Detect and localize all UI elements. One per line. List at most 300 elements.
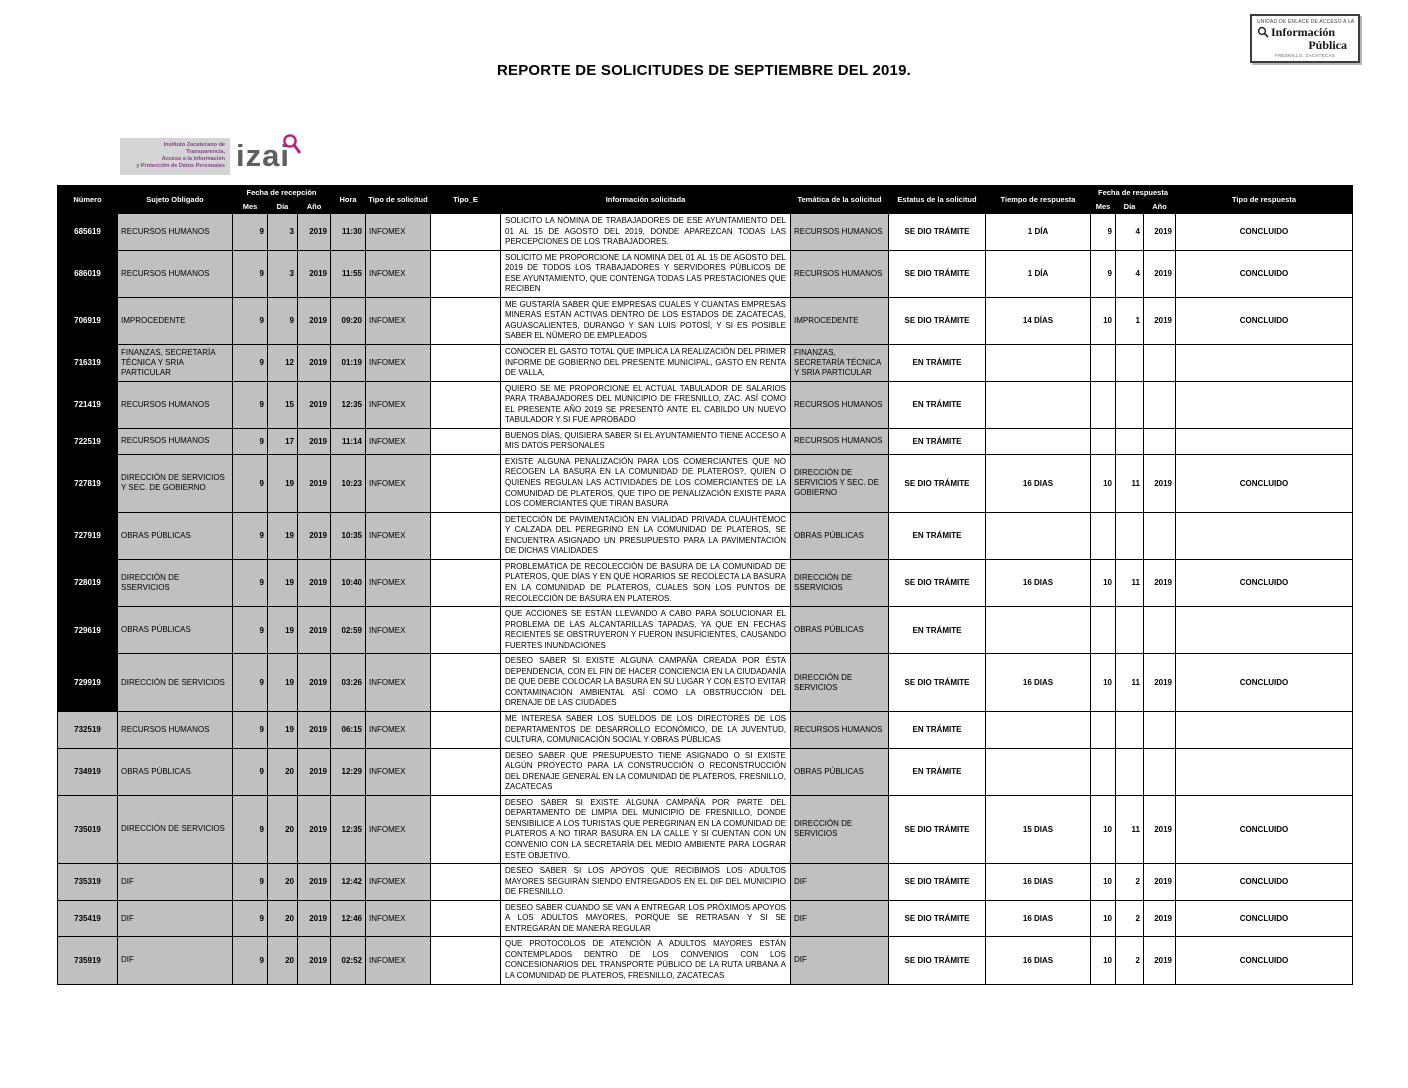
cell-estatus: SE DIO TRÁMITE — [889, 297, 986, 344]
cell-sujeto: OBRAS PÚBLICAS — [118, 607, 233, 654]
cell-sujeto: OBRAS PÚBLICAS — [118, 748, 233, 795]
cell-respuesta-mes — [1091, 607, 1116, 654]
cell-numero: 686019 — [58, 250, 118, 297]
table-row — [58, 454, 1353, 512]
unidad-logo-word-informacion: Información — [1271, 25, 1335, 39]
table-row — [58, 250, 1353, 297]
cell-estatus: SE DIO TRÁMITE — [889, 214, 986, 251]
cell-estatus: EN TRÁMITE — [889, 512, 986, 559]
cell-numero: 721419 — [58, 381, 118, 428]
cell-recepcion-mes: 9 — [233, 654, 268, 712]
table-row — [58, 864, 1353, 901]
cell-estatus: EN TRÁMITE — [889, 748, 986, 795]
cell-tiempo-respuesta: 16 DIAS — [986, 900, 1091, 937]
cell-recepcion-ano: 2019 — [298, 428, 331, 454]
cell-recepcion-mes: 9 — [233, 900, 268, 937]
cell-informacion: BUENOS DÍAS, QUISIERA SABER SI EL AYUNTAMIENTO TIENE ACCESO A MIS DATOS PERSONALES — [501, 428, 791, 454]
cell-recepcion-ano: 2019 — [298, 214, 331, 251]
col-header-respuesta-dia: Día — [1116, 200, 1144, 214]
unidad-logo-top-text: UNIDAD DE ENLACE DE ACCESO A LA — [1257, 19, 1355, 25]
cell-recepcion-dia: 20 — [268, 795, 298, 863]
cell-recepcion-ano: 2019 — [298, 250, 331, 297]
cell-tematica: DIRECCIÓN DE SERVICIOS Y SEC. DE GOBIERNO — [791, 454, 889, 512]
cell-estatus: EN TRÁMITE — [889, 428, 986, 454]
cell-recepcion-dia: 20 — [268, 937, 298, 984]
cell-recepcion-mes: 9 — [233, 428, 268, 454]
cell-informacion: SOLICITO LA NÓMINA DE TRABAJADORES DE ESE AYUNTAMIENTO DEL 01 AL 15 DE AGOSTO DEL 2019, DONDE APAREZCAN TODAS LAS PERCEPCIONES DE LOS TRABAJADORES. — [501, 214, 791, 251]
col-header-recepcion-dia: Día — [268, 200, 298, 214]
cell-recepcion-ano: 2019 — [298, 559, 331, 606]
col-header-recepcion-mes: Mes — [233, 200, 268, 214]
cell-recepcion-mes: 9 — [233, 512, 268, 559]
page-title: REPORTE DE SOLICITUDES DE SEPTIEMBRE DEL 2019. — [496, 62, 911, 79]
cell-sujeto: RECURSOS HUMANOS — [118, 250, 233, 297]
cell-hora: 10:35 — [331, 512, 366, 559]
col-header-numero: Número — [58, 186, 118, 214]
cell-hora: 11:55 — [331, 250, 366, 297]
cell-tiempo-respuesta: 16 DIAS — [986, 454, 1091, 512]
table-row — [58, 711, 1353, 748]
cell-respuesta-dia — [1116, 512, 1144, 559]
cell-tipo-respuesta: CONCLUIDO — [1176, 795, 1353, 863]
cell-numero: 734919 — [58, 748, 118, 795]
cell-estatus: SE DIO TRÁMITE — [889, 937, 986, 984]
izai-logo — [120, 138, 304, 175]
cell-informacion: ME INTERESA SABER LOS SUELDOS DE LOS DIRECTORES DE LOS DEPARTAMENTOS DE DESARROLLO ECONÓMICO, DE LA JUVENTUD, CULTURA, COMUNICACIÓN SOCIAL Y OBRAS PÚBLICAS — [501, 711, 791, 748]
cell-respuesta-mes — [1091, 428, 1116, 454]
cell-tiempo-respuesta: 16 DIAS — [986, 864, 1091, 901]
cell-estatus: SE DIO TRÁMITE — [889, 559, 986, 606]
cell-recepcion-dia: 9 — [268, 297, 298, 344]
cell-numero: 727919 — [58, 512, 118, 559]
cell-tipo-e — [431, 250, 501, 297]
table-row — [58, 297, 1353, 344]
report-table-body — [58, 214, 1353, 985]
cell-recepcion-ano: 2019 — [298, 607, 331, 654]
cell-informacion: ME GUSTARÍA SABER QUE EMPRESAS CUALES Y CUANTAS EMPRESAS MINERAS ESTÁN ACTIVAS DENTRO DE LOS ESTADOS DE ZACATECAS, AGUASCALIENTES, DURANGO Y SAN LUIS POTOSÍ, Y SI ES POSIBLE SABER EL NÚMERO DE EMPLEADOS — [501, 297, 791, 344]
cell-informacion: DESEO SABER CUANDO SE VAN A ENTREGAR LOS PRÓXIMOS APOYOS A LOS ADULTOS MAYORES, PORQUE SE RETRASAN Y SI SE ENTREGARÁN DE MANERA REGULAR — [501, 900, 791, 937]
table-row — [58, 345, 1353, 382]
cell-tipo-respuesta — [1176, 512, 1353, 559]
cell-respuesta-ano — [1144, 512, 1176, 559]
cell-sujeto: RECURSOS HUMANOS — [118, 381, 233, 428]
cell-sujeto: FINANZAS, SECRETARÍA TÉCNICA Y SRIA PARTICULAR — [118, 345, 233, 382]
cell-tiempo-respuesta — [986, 381, 1091, 428]
col-header-sujeto-obligado: Sujeto Obligado — [118, 186, 233, 214]
izai-tagline-line-2: Acceso a la Información — [161, 156, 225, 163]
cell-recepcion-dia: 20 — [268, 864, 298, 901]
cell-tipo-solicitud: INFOMEX — [366, 214, 431, 251]
cell-respuesta-dia: 4 — [1116, 214, 1144, 251]
cell-respuesta-ano — [1144, 748, 1176, 795]
cell-respuesta-ano — [1144, 345, 1176, 382]
cell-respuesta-mes — [1091, 345, 1116, 382]
cell-tipo-solicitud: INFOMEX — [366, 512, 431, 559]
izai-tagline-line-1: Instituto Zacatecano de Transparencia, — [163, 142, 225, 156]
cell-informacion: QUIERO SE ME PROPORCIONE EL ACTUAL TABULADOR DE SALARIOS PARA TRABAJADORES DEL MUNICIPIO DE FRESNILLO, ZAC. ASÍ COMO EL PRESENTE AÑO 2019 SE PRESENTÓ ANTE EL CABILDO UN NUEVO TABULADOR Y SI FUE APROBADO — [501, 381, 791, 428]
cell-respuesta-dia: 2 — [1116, 864, 1144, 901]
izai-tagline-line-3: y Protección de Datos Personales — [136, 163, 225, 170]
cell-sujeto: IMPROCEDENTE — [118, 297, 233, 344]
cell-tematica: IMPROCEDENTE — [791, 297, 889, 344]
cell-recepcion-ano: 2019 — [298, 454, 331, 512]
cell-tipo-e — [431, 711, 501, 748]
cell-numero: 729919 — [58, 654, 118, 712]
cell-hora: 09:20 — [331, 297, 366, 344]
cell-hora: 06:15 — [331, 711, 366, 748]
magnifier-icon — [1257, 26, 1269, 38]
cell-tipo-e — [431, 559, 501, 606]
cell-tipo-respuesta — [1176, 381, 1353, 428]
cell-respuesta-mes: 10 — [1091, 937, 1116, 984]
cell-numero: 729619 — [58, 607, 118, 654]
cell-respuesta-dia: 2 — [1116, 900, 1144, 937]
cell-sujeto: DIRECCIÓN DE SERVICIOS — [118, 795, 233, 863]
cell-recepcion-dia: 19 — [268, 454, 298, 512]
unidad-logo-word-publica: Pública — [1308, 37, 1347, 52]
cell-respuesta-mes: 10 — [1091, 795, 1116, 863]
cell-tipo-respuesta — [1176, 607, 1353, 654]
table-row — [58, 559, 1353, 606]
cell-estatus: EN TRÁMITE — [889, 381, 986, 428]
cell-hora: 12:35 — [331, 381, 366, 428]
cell-recepcion-mes: 9 — [233, 711, 268, 748]
cell-tipo-solicitud: INFOMEX — [366, 864, 431, 901]
cell-numero: 706919 — [58, 297, 118, 344]
cell-respuesta-dia: 1 — [1116, 297, 1144, 344]
cell-tipo-respuesta — [1176, 748, 1353, 795]
cell-sujeto: RECURSOS HUMANOS — [118, 214, 233, 251]
cell-recepcion-dia: 19 — [268, 711, 298, 748]
cell-recepcion-mes: 9 — [233, 454, 268, 512]
unidad-enlace-logo — [1250, 14, 1360, 63]
cell-hora: 03:26 — [331, 654, 366, 712]
table-row — [58, 428, 1353, 454]
cell-informacion: DESEO SABER SI LOS APOYOS QUE RECIBIMOS LOS ADULTOS MAYORES SEGUIRÁN SIENDO ENTREGADOS EN EL DIF DEL MUNICIPIO DE FRESNILLO. — [501, 864, 791, 901]
cell-hora: 10:40 — [331, 559, 366, 606]
solicitudes-table — [57, 185, 1353, 985]
cell-hora: 02:52 — [331, 937, 366, 984]
table-row — [58, 795, 1353, 863]
col-header-estatus: Estatus de la solicitud — [889, 186, 986, 214]
cell-recepcion-dia: 3 — [268, 214, 298, 251]
cell-tipo-solicitud: INFOMEX — [366, 381, 431, 428]
table-row — [58, 381, 1353, 428]
table-row — [58, 748, 1353, 795]
cell-tipo-respuesta: CONCLUIDO — [1176, 454, 1353, 512]
cell-respuesta-mes: 9 — [1091, 214, 1116, 251]
cell-respuesta-mes — [1091, 711, 1116, 748]
cell-tipo-solicitud: INFOMEX — [366, 345, 431, 382]
cell-recepcion-mes: 9 — [233, 381, 268, 428]
col-header-tipo-respuesta: Tipo de respuesta — [1176, 186, 1353, 214]
cell-tipo-solicitud: INFOMEX — [366, 711, 431, 748]
cell-tipo-e — [431, 900, 501, 937]
cell-tiempo-respuesta: 1 DÍA — [986, 250, 1091, 297]
cell-recepcion-mes: 9 — [233, 748, 268, 795]
cell-tematica: DIF — [791, 900, 889, 937]
cell-recepcion-mes: 9 — [233, 937, 268, 984]
cell-sujeto: RECURSOS HUMANOS — [118, 428, 233, 454]
cell-tipo-solicitud: INFOMEX — [366, 748, 431, 795]
cell-estatus: EN TRÁMITE — [889, 607, 986, 654]
cell-informacion: DESEO SABER SI EXISTE ALGUNA CAMPAÑA POR PARTE DEL DEPARTAMENTO DE LIMPIA DEL MUNICIPIO DE FRESNILLO, DONDE SENSIBILICE A LOS TURISTAS QUE PEREGRINAN EN LA COMUNIDAD DE PLATEROS A NO TIRAR BASURA EN LA CALLE Y SI CUENTAN CON UN CONVENIO CON LA SECRETARÍA DEL MEDIO AMBIENTE PARA LOGRAR ESTE OBJETIVO. — [501, 795, 791, 863]
cell-respuesta-dia: 11 — [1116, 795, 1144, 863]
table-row — [58, 512, 1353, 559]
cell-respuesta-dia: 11 — [1116, 559, 1144, 606]
cell-numero: 685619 — [58, 214, 118, 251]
cell-sujeto: DIRECCIÓN DE SERVICIOS — [118, 654, 233, 712]
cell-recepcion-dia: 19 — [268, 654, 298, 712]
cell-tematica: RECURSOS HUMANOS — [791, 711, 889, 748]
cell-recepcion-dia: 12 — [268, 345, 298, 382]
col-header-respuesta-mes: Mes — [1091, 200, 1116, 214]
cell-respuesta-ano: 2019 — [1144, 900, 1176, 937]
cell-tiempo-respuesta — [986, 748, 1091, 795]
izai-wordmark-text: izai — [236, 137, 290, 173]
cell-tiempo-respuesta — [986, 345, 1091, 382]
cell-respuesta-mes — [1091, 512, 1116, 559]
cell-tipo-e — [431, 654, 501, 712]
cell-informacion: CONOCER EL GASTO TOTAL QUE IMPLICA LA REALIZACIÓN DEL PRIMER INFORME DE GOBIERNO DEL PRESENTE MUNICIPAL, GASTO EN RENTA DE VALLA, — [501, 345, 791, 382]
cell-recepcion-mes: 9 — [233, 559, 268, 606]
cell-tipo-respuesta: CONCLUIDO — [1176, 900, 1353, 937]
cell-respuesta-mes — [1091, 748, 1116, 795]
cell-sujeto: RECURSOS HUMANOS — [118, 711, 233, 748]
cell-tipo-e — [431, 607, 501, 654]
cell-respuesta-mes — [1091, 381, 1116, 428]
cell-recepcion-mes: 9 — [233, 607, 268, 654]
cell-tematica: RECURSOS HUMANOS — [791, 381, 889, 428]
cell-tematica: DIRECCIÓN DE SERVICIOS — [791, 795, 889, 863]
cell-tipo-solicitud: INFOMEX — [366, 900, 431, 937]
cell-tipo-solicitud: INFOMEX — [366, 559, 431, 606]
cell-recepcion-mes: 9 — [233, 795, 268, 863]
cell-recepcion-dia: 17 — [268, 428, 298, 454]
cell-informacion: QUE ACCIONES SE ESTÁN LLEVANDO A CABO PARA SOLUCIONAR EL PROBLEMA DE LAS ALCANTARILLAS TAPADAS, YA QUE EN FECHAS RECIENTES SE OBSTRUYERON Y FUERON INSUFICIENTES, CAUSANDO FUERTES INUNDACIONES — [501, 607, 791, 654]
cell-respuesta-dia: 4 — [1116, 250, 1144, 297]
cell-tiempo-respuesta — [986, 607, 1091, 654]
cell-sujeto: DIRECCIÓN DE SERVICIOS Y SEC. DE GOBIERNO — [118, 454, 233, 512]
cell-respuesta-dia — [1116, 607, 1144, 654]
cell-tiempo-respuesta — [986, 711, 1091, 748]
cell-sujeto: DIF — [118, 864, 233, 901]
cell-tipo-e — [431, 428, 501, 454]
cell-tipo-respuesta: CONCLUIDO — [1176, 937, 1353, 984]
cell-recepcion-ano: 2019 — [298, 900, 331, 937]
cell-respuesta-ano: 2019 — [1144, 795, 1176, 863]
cell-numero: 732519 — [58, 711, 118, 748]
cell-respuesta-mes: 10 — [1091, 654, 1116, 712]
cell-respuesta-dia — [1116, 428, 1144, 454]
cell-tipo-e — [431, 214, 501, 251]
cell-tipo-e — [431, 381, 501, 428]
table-row — [58, 654, 1353, 712]
cell-recepcion-ano: 2019 — [298, 297, 331, 344]
cell-numero: 735019 — [58, 795, 118, 863]
cell-respuesta-mes: 10 — [1091, 900, 1116, 937]
cell-informacion: SOLICITO ME PROPORCIONE LA NOMINA DEL 01 AL 15 DE AGOSTO DEL 2019 DE TODOS LOS TRABAJADORES Y SERVIDORES PÚBLICOS DE ESE AYUNTAMIENTO, QUE CONTENGA TODAS LAS PRESTACIONES QUE RECIBEN — [501, 250, 791, 297]
cell-hora: 12:35 — [331, 795, 366, 863]
cell-recepcion-ano: 2019 — [298, 512, 331, 559]
cell-estatus: SE DIO TRÁMITE — [889, 795, 986, 863]
cell-tipo-e — [431, 297, 501, 344]
cell-informacion: EXISTE ALGUNA PENALIZACIÓN PARA LOS COMERCIANTES QUE NO RECOGEN LA BASURA EN LA COMUNIDAD DE PLATEROS?, QUIEN O QUIENES REGULAN LAS ACTIVIDADES DE LOS COMERCIANTES DE LA COMUNIDAD DE PLATEROS, QUE TIPO DE PENALIZACIÓN EXISTE PARA LOS COMERCIANTES QUE TIRAN BASURA — [501, 454, 791, 512]
cell-tipo-solicitud: INFOMEX — [366, 937, 431, 984]
cell-informacion: DESEO SABER QUE PRESUPUESTO TIENE ASIGNADO O SI EXISTE ALGÚN PROYECTO PARA LA CONSTRUCCIÓN O RECONSTRUCCIÓN DEL DRENAJE GENERAL EN LA COMUNIDAD DE PLATEROS, FRESNILLO, ZACATECAS — [501, 748, 791, 795]
cell-recepcion-ano: 2019 — [298, 748, 331, 795]
cell-tematica: RECURSOS HUMANOS — [791, 428, 889, 454]
cell-tematica: OBRAS PÚBLICAS — [791, 607, 889, 654]
cell-recepcion-mes: 9 — [233, 250, 268, 297]
cell-recepcion-dia: 20 — [268, 900, 298, 937]
col-header-tipo-solicitud: Tipo de solicitud — [366, 186, 431, 214]
cell-recepcion-mes: 9 — [233, 864, 268, 901]
cell-tipo-solicitud: INFOMEX — [366, 654, 431, 712]
cell-sujeto: DIF — [118, 900, 233, 937]
cell-respuesta-ano — [1144, 381, 1176, 428]
cell-respuesta-mes: 10 — [1091, 864, 1116, 901]
cell-numero: 728019 — [58, 559, 118, 606]
table-row — [58, 214, 1353, 251]
table-row — [58, 937, 1353, 984]
cell-respuesta-ano — [1144, 428, 1176, 454]
col-header-fecha-respuesta: Fecha de respuesta — [1091, 186, 1176, 200]
cell-respuesta-ano: 2019 — [1144, 864, 1176, 901]
cell-recepcion-mes: 9 — [233, 214, 268, 251]
cell-tipo-respuesta: CONCLUIDO — [1176, 250, 1353, 297]
cell-tiempo-respuesta: 16 DIAS — [986, 654, 1091, 712]
cell-recepcion-ano: 2019 — [298, 381, 331, 428]
cell-tiempo-respuesta: 14 DÍAS — [986, 297, 1091, 344]
cell-tematica: OBRAS PÚBLICAS — [791, 512, 889, 559]
cell-estatus: SE DIO TRÁMITE — [889, 864, 986, 901]
cell-recepcion-ano: 2019 — [298, 711, 331, 748]
cell-respuesta-ano: 2019 — [1144, 937, 1176, 984]
cell-hora: 12:29 — [331, 748, 366, 795]
cell-respuesta-ano: 2019 — [1144, 250, 1176, 297]
cell-hora: 11:30 — [331, 214, 366, 251]
cell-tiempo-respuesta — [986, 428, 1091, 454]
cell-respuesta-dia — [1116, 748, 1144, 795]
cell-respuesta-mes: 10 — [1091, 454, 1116, 512]
cell-recepcion-dia: 3 — [268, 250, 298, 297]
cell-tipo-respuesta: CONCLUIDO — [1176, 214, 1353, 251]
cell-recepcion-ano: 2019 — [298, 795, 331, 863]
cell-tipo-solicitud: INFOMEX — [366, 428, 431, 454]
cell-tematica: OBRAS PÚBLICAS — [791, 748, 889, 795]
cell-numero: 722519 — [58, 428, 118, 454]
col-header-informacion-solicitada: Información solicitada — [501, 186, 791, 214]
cell-tipo-respuesta — [1176, 345, 1353, 382]
col-header-hora: Hora — [331, 186, 366, 214]
cell-respuesta-ano — [1144, 607, 1176, 654]
cell-respuesta-ano: 2019 — [1144, 559, 1176, 606]
cell-estatus: EN TRÁMITE — [889, 345, 986, 382]
cell-tiempo-respuesta: 1 DÍA — [986, 214, 1091, 251]
header-row-1 — [58, 186, 1353, 200]
cell-estatus: SE DIO TRÁMITE — [889, 654, 986, 712]
col-header-tematica: Temática de la solicitud — [791, 186, 889, 214]
cell-numero: 735319 — [58, 864, 118, 901]
cell-estatus: EN TRÁMITE — [889, 711, 986, 748]
cell-informacion: DESEO SABER SI EXISTE ALGUNA CAMPAÑA CREADA POR ÉSTA DEPENDENCIA, CON EL FIN DE HACER CONCIENCIA EN LA CIUDADANÍA DE QUE DEBE COLOCAR LA BASURA EN SU LUGAR Y CON ESTO EVITAR CONTAMINACIÓN AMBIENTAL ASÍ COMO LA OBSTRUCCIÓN DEL DRENAJE DE LAS CIUDADES — [501, 654, 791, 712]
cell-numero: 735419 — [58, 900, 118, 937]
cell-tematica: FINANZAS, SECRETARÍA TÉCNICA Y SRIA PARTICULAR — [791, 345, 889, 382]
cell-tematica: DIF — [791, 937, 889, 984]
col-header-recepcion-ano: Año — [298, 200, 331, 214]
cell-respuesta-dia: 11 — [1116, 654, 1144, 712]
cell-estatus: SE DIO TRÁMITE — [889, 250, 986, 297]
cell-hora: 01:19 — [331, 345, 366, 382]
cell-respuesta-mes: 10 — [1091, 297, 1116, 344]
cell-sujeto: DIRECCIÓN DE SSERVICIOS — [118, 559, 233, 606]
cell-tipo-solicitud: INFOMEX — [366, 607, 431, 654]
cell-respuesta-ano: 2019 — [1144, 454, 1176, 512]
cell-tipo-e — [431, 937, 501, 984]
cell-tipo-e — [431, 512, 501, 559]
cell-respuesta-mes: 10 — [1091, 559, 1116, 606]
cell-tiempo-respuesta: 16 DIAS — [986, 937, 1091, 984]
col-header-fecha-recepcion: Fecha de recepción — [233, 186, 331, 200]
cell-sujeto: DIF — [118, 937, 233, 984]
cell-recepcion-dia: 19 — [268, 512, 298, 559]
table-row — [58, 607, 1353, 654]
cell-tiempo-respuesta — [986, 512, 1091, 559]
cell-tematica: DIRECCIÓN DE SSERVICIOS — [791, 559, 889, 606]
cell-respuesta-dia — [1116, 345, 1144, 382]
cell-recepcion-mes: 9 — [233, 297, 268, 344]
cell-informacion: QUE PROTOCOLOS DE ATENCIÓN A ADULTOS MAYORES ESTÁN CONTEMPLADOS DENTRO DE LOS CONVENIOS CON LOS CONCESIONARIOS DEL TRANSPORTE PÚBLICO DE LA RUTA URBANA A LA COMUNIDAD DE PLATEROS, FRESNILLO, ZACATECAS — [501, 937, 791, 984]
cell-hora: 02:59 — [331, 607, 366, 654]
cell-estatus: SE DIO TRÁMITE — [889, 454, 986, 512]
cell-tiempo-respuesta: 16 DIAS — [986, 559, 1091, 606]
cell-respuesta-dia — [1116, 711, 1144, 748]
cell-hora: 11:14 — [331, 428, 366, 454]
col-header-respuesta-ano: Año — [1144, 200, 1176, 214]
cell-tematica: RECURSOS HUMANOS — [791, 214, 889, 251]
cell-tematica: DIF — [791, 864, 889, 901]
cell-tipo-solicitud: INFOMEX — [366, 297, 431, 344]
cell-tipo-e — [431, 864, 501, 901]
cell-hora: 12:42 — [331, 864, 366, 901]
cell-tipo-solicitud: INFOMEX — [366, 454, 431, 512]
cell-respuesta-ano: 2019 — [1144, 654, 1176, 712]
izai-wordmark — [230, 137, 304, 173]
cell-hora: 12:46 — [331, 900, 366, 937]
col-header-tiempo-respuesta: Tiempo de respuesta — [986, 186, 1091, 214]
cell-respuesta-mes: 9 — [1091, 250, 1116, 297]
col-header-tipo-e: Tipo_E — [431, 186, 501, 214]
cell-informacion: PROBLEMÁTICA DE RECOLECCIÓN DE BASURA DE LA COMUNIDAD DE PLATEROS, QUE DÍAS Y EN QUÉ HORARIOS SE RECOLECTA LA BASURA EN LA COMUNIDAD DE PLATEROS, CUALES SON LOS PUNTOS DE RECOLECCIÓN DE BASURA EN PLATEROS. — [501, 559, 791, 606]
cell-tipo-e — [431, 345, 501, 382]
cell-tipo-respuesta: CONCLUIDO — [1176, 864, 1353, 901]
cell-recepcion-ano: 2019 — [298, 345, 331, 382]
cell-respuesta-dia: 2 — [1116, 937, 1144, 984]
cell-tipo-solicitud: INFOMEX — [366, 250, 431, 297]
cell-recepcion-dia: 20 — [268, 748, 298, 795]
cell-tipo-e — [431, 748, 501, 795]
cell-tipo-respuesta: CONCLUIDO — [1176, 559, 1353, 606]
cell-recepcion-ano: 2019 — [298, 864, 331, 901]
table-row — [58, 900, 1353, 937]
cell-recepcion-dia: 19 — [268, 607, 298, 654]
cell-estatus: SE DIO TRÁMITE — [889, 900, 986, 937]
cell-sujeto: OBRAS PÚBLICAS — [118, 512, 233, 559]
cell-tipo-e — [431, 454, 501, 512]
cell-recepcion-mes: 9 — [233, 345, 268, 382]
cell-tipo-respuesta: CONCLUIDO — [1176, 654, 1353, 712]
